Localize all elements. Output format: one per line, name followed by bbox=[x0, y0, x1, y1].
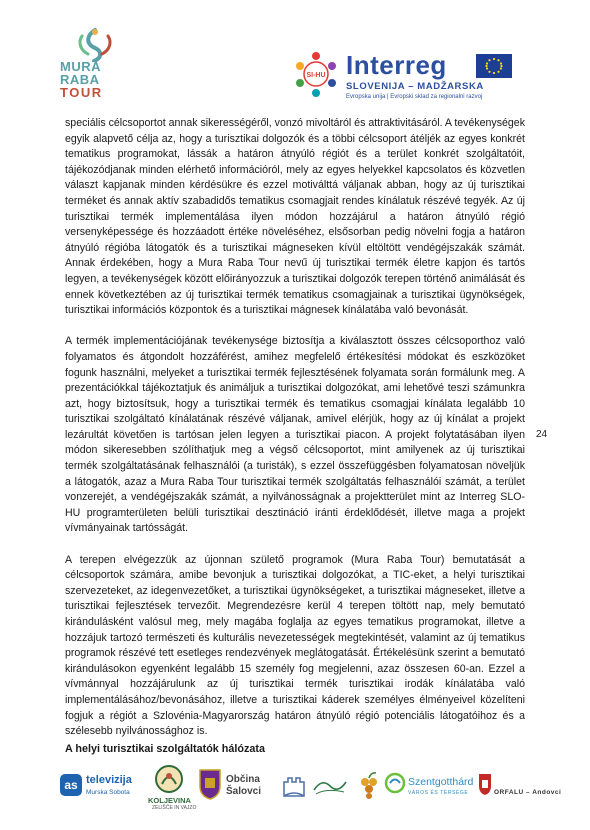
koljevina-emblem-icon bbox=[154, 764, 184, 794]
szentgotthard-name: Szentgotthárd bbox=[408, 776, 474, 788]
logo-line-tour: TOUR bbox=[60, 85, 103, 100]
interreg-wordmark: Interreg bbox=[346, 50, 447, 80]
szentgotthard-logo bbox=[384, 764, 478, 810]
interreg-logo bbox=[292, 50, 542, 110]
section-heading: A helyi turisztikai szolgáltatók hálózata bbox=[65, 743, 265, 755]
szentgotthard-tagline: VÁROS ÉS TÉRSÉGE bbox=[408, 790, 469, 796]
salovci-label: Šalovci bbox=[226, 786, 262, 797]
paragraph-3: A terepen elvégezzük az újonnan születő programok (Mura Raba Tour) bemutatását a célcsoportok számára, amibe bevonjuk a turisztikai dolgozókat, a TIC-eket, a helyi turisztikai szervezeteket, az idegenvezetőket, a turisztikai ügynökségeket, a turisztikai mágneseket, illetve a turisztikai fejlesztések tervezőit. Megrendezésre kerül 4 terepen töltött nap, mely bemutató kirándulásként valósul meg, mely magába foglalja az egyes tematikus programokat, illetve a hozzájuk tartozó természeti és kulturális nevezetességek megtekintését, valamint az új tematikus programok részévé tett esetleges rendezvények meglátogatását. Értékelésünk szerint a bemutató kirándulásokon egyenként legalább 15 személy fog megjelenni, azaz összesen 60-an. Ezzel a vívmánnyal hozzájárulunk az új turisztikai termék turisztikai irodák kínálatába való implementálásához/bevonásához, illetve a turisztikai káderek személyes élményeivel közelíteni fogjuk a régiót a Szlovénia-Magyarország határon átnyúló régió potenciális látogatóihoz és a szélesebb nyilvánossághoz is. bbox=[65, 553, 525, 738]
coat-of-arms-icon bbox=[198, 768, 222, 800]
orfalu-logo bbox=[478, 764, 562, 810]
televizija-city: Murska Sobota bbox=[86, 789, 130, 796]
obcina-label: Občina bbox=[226, 774, 260, 785]
river-wave-icon bbox=[72, 28, 118, 62]
rabtur-logo bbox=[280, 764, 308, 810]
body-text bbox=[65, 116, 525, 755]
partner-logos bbox=[60, 764, 562, 814]
harvest-logo bbox=[356, 764, 382, 810]
koljevina-tagline: ZELIŠČE IN VAJZO bbox=[152, 805, 197, 811]
page-number: 24 bbox=[536, 429, 548, 440]
koljevina-logo bbox=[148, 764, 196, 810]
orfalu-emblem-icon bbox=[478, 772, 492, 796]
badge-text: SI-HU bbox=[306, 72, 326, 79]
orfalu-name: ORFALU – Andovci bbox=[494, 789, 562, 796]
logo-line-raba: RABA bbox=[60, 72, 100, 87]
castle-icon bbox=[282, 772, 306, 798]
koljevina-name: KOLJEVINA bbox=[148, 796, 191, 805]
page-header bbox=[0, 0, 590, 112]
logo-line-mura: MURA bbox=[60, 59, 101, 74]
obcina-salovci-logo bbox=[198, 764, 274, 810]
televizija-logo bbox=[60, 764, 140, 810]
interreg-subtitle: Evropska unija | Evropski sklad za regionalni razvoj bbox=[346, 94, 483, 100]
grapes-icon bbox=[356, 770, 382, 800]
paragraph-2: A termék implementációjának tevékenysége biztosítja a kiválasztott összes célcsoporthoz való folyamatos és átgondolt hozzáférést, amihez megfelelő értékesítési módokat és eszközöket fogunk használni, melyeket a turisztikai termék fejlesztésének folyamata során formálunk meg. A prezentációkkal tájékoztatjuk és animáljuk a turisztikai dolgozókat, ami lehetővé teszi számunkra azt, hogy biztosítsuk, hogy a turisztikai termék és tematikus csomagjai kínálata legalább 10 turisztikai szolgáltató kínálatának részévé váljanak, amivel elérjük, hogy az új kínálat a projekt lezárultát követően is tartósan jelen legyen a turisztikai piacon. A projekt folytatásában ilyen módon sikeresebben szólíthatjuk meg a végső célcsoportot, mint amilyenek az új turisztikai termék szolgáltatásának felhasználói (a turisták), s ezzel összefüggésben folyamatosan növeljük a látogatók, azaz a Mura Raba Tour turisztikai termék szolgáltatás felhasználói számát, a terület vonzerejét, a vendégéjszakák számát, a nyilvánosságnak a projektterület mint az Interreg SLO-HU programterületen belüli turisztikai desztináció iránti érdeklődését, illetve maga a projekt vívmányainak tartósságát. bbox=[65, 335, 525, 535]
interreg-country: SLOVENIJA – MADŽARSKA bbox=[346, 81, 484, 92]
eu-flag-icon bbox=[476, 54, 512, 78]
script-emblem-icon bbox=[312, 774, 348, 796]
televizija-mark: as bbox=[60, 774, 82, 796]
mura-raba-tour-logo bbox=[60, 28, 130, 104]
szentgotthard-emblem-icon bbox=[384, 772, 406, 794]
oriseki-logo bbox=[312, 764, 348, 810]
si-hu-badge-icon bbox=[292, 50, 340, 98]
televizija-name: televizija bbox=[86, 774, 132, 786]
paragraph-1: speciális célcsoportot annak sikerességéről, vonzó mivoltáról és attraktivitásáról. A tevékenységek egyik alapvető célja az, hogy a turisztikai dolgozók és a többi célcsoport átéljék az egyes konkrét tematikus programokat, lássák a határon átnyúló régiót és a terület konkrét szolgáltatóit, tájékozódjanak minden elérhető információról, mely az egyes helyekkel kapcsolatos és közvetlen választ kapjanak minden kérdésükre és ezzel motiválttá váljanak abban, hogy az új turisztikai terméket és annak aktív szabadidős tematikus csomagjait rendes kínálatuk részévé tegyék. Az új turisztikai termék implementálása ilyen módon hozzájárul a határon átnyúló régió versenyképessége és hozzáadott értéke növeléséhez, elsősorban pedig növelni fogja a határon átnyúló régióba látogatók és a turisztikai mágneseken kívül eltöltött vendégéjszakák számát. Annak érdekében, hogy a Mura Raba Tour nevű új turisztikai termék életre kapjon és tartós legyen, a tevékenységek között előirányozzuk a turisztikai dolgozók terepen történő animálását és ennek következtében az új turisztikai termék tematikus csomagjainak a turisztikai ügynökségek, turisztikai információs központok és a turisztikai mágnesek kínálatába való bevonását. bbox=[65, 117, 525, 317]
